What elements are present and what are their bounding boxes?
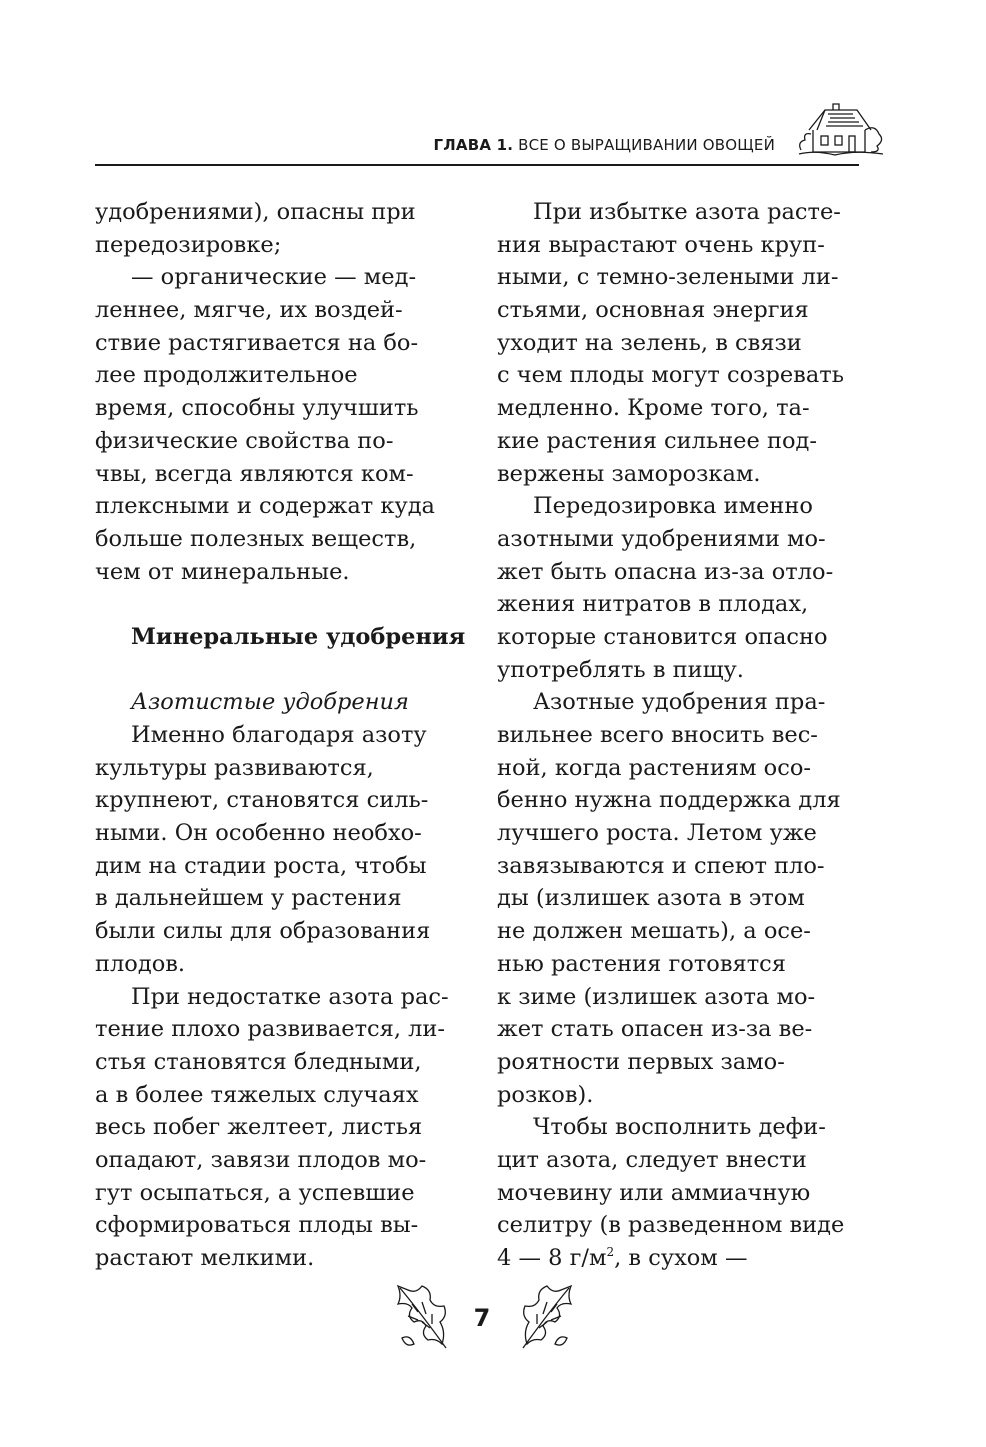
text-line: растают мелкими. — [95, 1245, 315, 1271]
right-column — [497, 196, 875, 1275]
dose-range-text: 4 — 8 г/м — [497, 1245, 607, 1271]
text-line: Азотные удобрения пра- — [533, 689, 826, 716]
text-line: леннее, мягче, их воздей- — [95, 297, 403, 324]
text-line: жения нитратов в плодах, — [497, 591, 809, 618]
leaf-ornament-icon — [392, 1282, 454, 1354]
text-line: удобрениями), опасны при — [95, 199, 416, 225]
text-line: селитру (в разведенном виде — [497, 1212, 845, 1239]
header-rule — [95, 164, 859, 166]
text-line: дим на стадии роста, чтобы — [95, 852, 427, 879]
text-line: плексными и содержат куда — [95, 493, 435, 520]
text-line: передозировке; — [95, 231, 282, 258]
chapter-name: ВСЕ О ВЫРАЩИВАНИИ ОВОЩЕЙ — [518, 136, 775, 154]
text-line: не должен мешать), а осе- — [497, 918, 811, 945]
text-line: вержены заморозкам. — [497, 460, 761, 487]
text-line: тение плохо развивается, ли- — [95, 1016, 446, 1043]
chapter-label: ГЛАВА 1. — [433, 136, 514, 154]
text-line: жет быть опасна из-за отло- — [497, 558, 834, 585]
running-header — [95, 96, 885, 168]
text-line: чвы, всегда являются ком- — [95, 460, 414, 487]
text-line: чем от минеральные. — [95, 558, 350, 585]
text-line: медленно. Кроме того, та- — [497, 395, 810, 422]
text-line: стьями, основная энергия — [497, 297, 809, 324]
text-line: в дальнейшем у растения — [95, 885, 402, 912]
text-line: к зиме (излишек азота мо- — [497, 983, 816, 1010]
text-line: При избытке азота расте- — [533, 199, 841, 225]
text-line: ствие растягивается на бо- — [95, 329, 419, 356]
text-line: были силы для образования — [95, 918, 431, 945]
text-line: а в более тяжелых случаях — [95, 1081, 419, 1108]
text-line: ными. Он особенно необхо- — [95, 820, 422, 847]
page-footer — [0, 1282, 986, 1362]
text-line: ния вырастают очень круп- — [497, 231, 825, 258]
text-line: которые становится опасно — [497, 623, 828, 650]
text-line: жет стать опасен из-за ве- — [497, 1016, 813, 1043]
left-column — [95, 196, 473, 1275]
text-line: время, способны улучшить — [95, 395, 419, 422]
house-illustration-icon — [795, 100, 885, 162]
section-heading: Минеральные удобрения — [131, 623, 466, 650]
text-line: гут осыпаться, а успевшие — [95, 1179, 415, 1206]
text-line: плодов. — [95, 950, 186, 977]
subsection-heading: Азотистые удобрения — [131, 689, 409, 716]
text-line: Именно благодаря азоту — [131, 722, 427, 748]
text-line: кие растения сильнее под- — [497, 427, 817, 454]
text-line-formula — [497, 1242, 875, 1275]
leaf-ornament-icon — [515, 1282, 577, 1354]
text-line: завязываются и спеют пло- — [497, 852, 825, 879]
text-line: бенно нужна поддержка для — [497, 787, 841, 814]
text-line: Чтобы восполнить дефи- — [533, 1114, 826, 1141]
text-line: мочевину или аммиачную — [497, 1179, 811, 1206]
text-line: опадают, завязи плодов мо- — [95, 1146, 427, 1173]
text-line: больше полезных веществ, — [95, 525, 417, 552]
text-line: розков). — [497, 1081, 594, 1108]
text-line: ной, когда растениям осо- — [497, 754, 811, 781]
dose-tail-text: , в сухом — — [614, 1245, 748, 1271]
text-line: лучшего роста. Летом уже — [497, 820, 817, 847]
chapter-title — [434, 136, 776, 154]
text-line: При недостатке азота рас- — [131, 983, 449, 1010]
text-line: Передозировка именно — [533, 493, 813, 520]
text-line: вильнее всего вносить вес- — [497, 722, 818, 748]
text-line: ными, с темно-зелеными ли- — [497, 264, 839, 291]
text-line: — органические — мед- — [131, 264, 417, 291]
text-line: сформироваться плоды вы- — [95, 1212, 419, 1239]
text-line: весь побег желтеет, листья — [95, 1114, 423, 1141]
text-line: с чем плоды могут созревать — [497, 362, 844, 389]
text-line: азотными удобрениями мо- — [497, 525, 826, 552]
text-line: ды (излишек азота в этом — [497, 885, 805, 912]
text-line: цит азота, следует внести — [497, 1146, 807, 1173]
text-line: роятности первых замо- — [497, 1048, 785, 1075]
text-line: физические свойства по- — [95, 427, 394, 454]
text-line: крупнеют, становятся силь- — [95, 787, 429, 814]
text-line: нью растения готовятся — [497, 950, 786, 977]
text-line: лее продолжительное — [95, 362, 358, 389]
text-line: уходит на зелень, в связи — [497, 329, 802, 356]
text-line: стья становятся бледными, — [95, 1048, 422, 1075]
superscript-2: 2 — [606, 1245, 615, 1259]
text-line: культуры развиваются, — [95, 754, 374, 781]
page-number: 7 — [473, 1304, 491, 1332]
text-line: употреблять в пищу. — [497, 656, 744, 683]
